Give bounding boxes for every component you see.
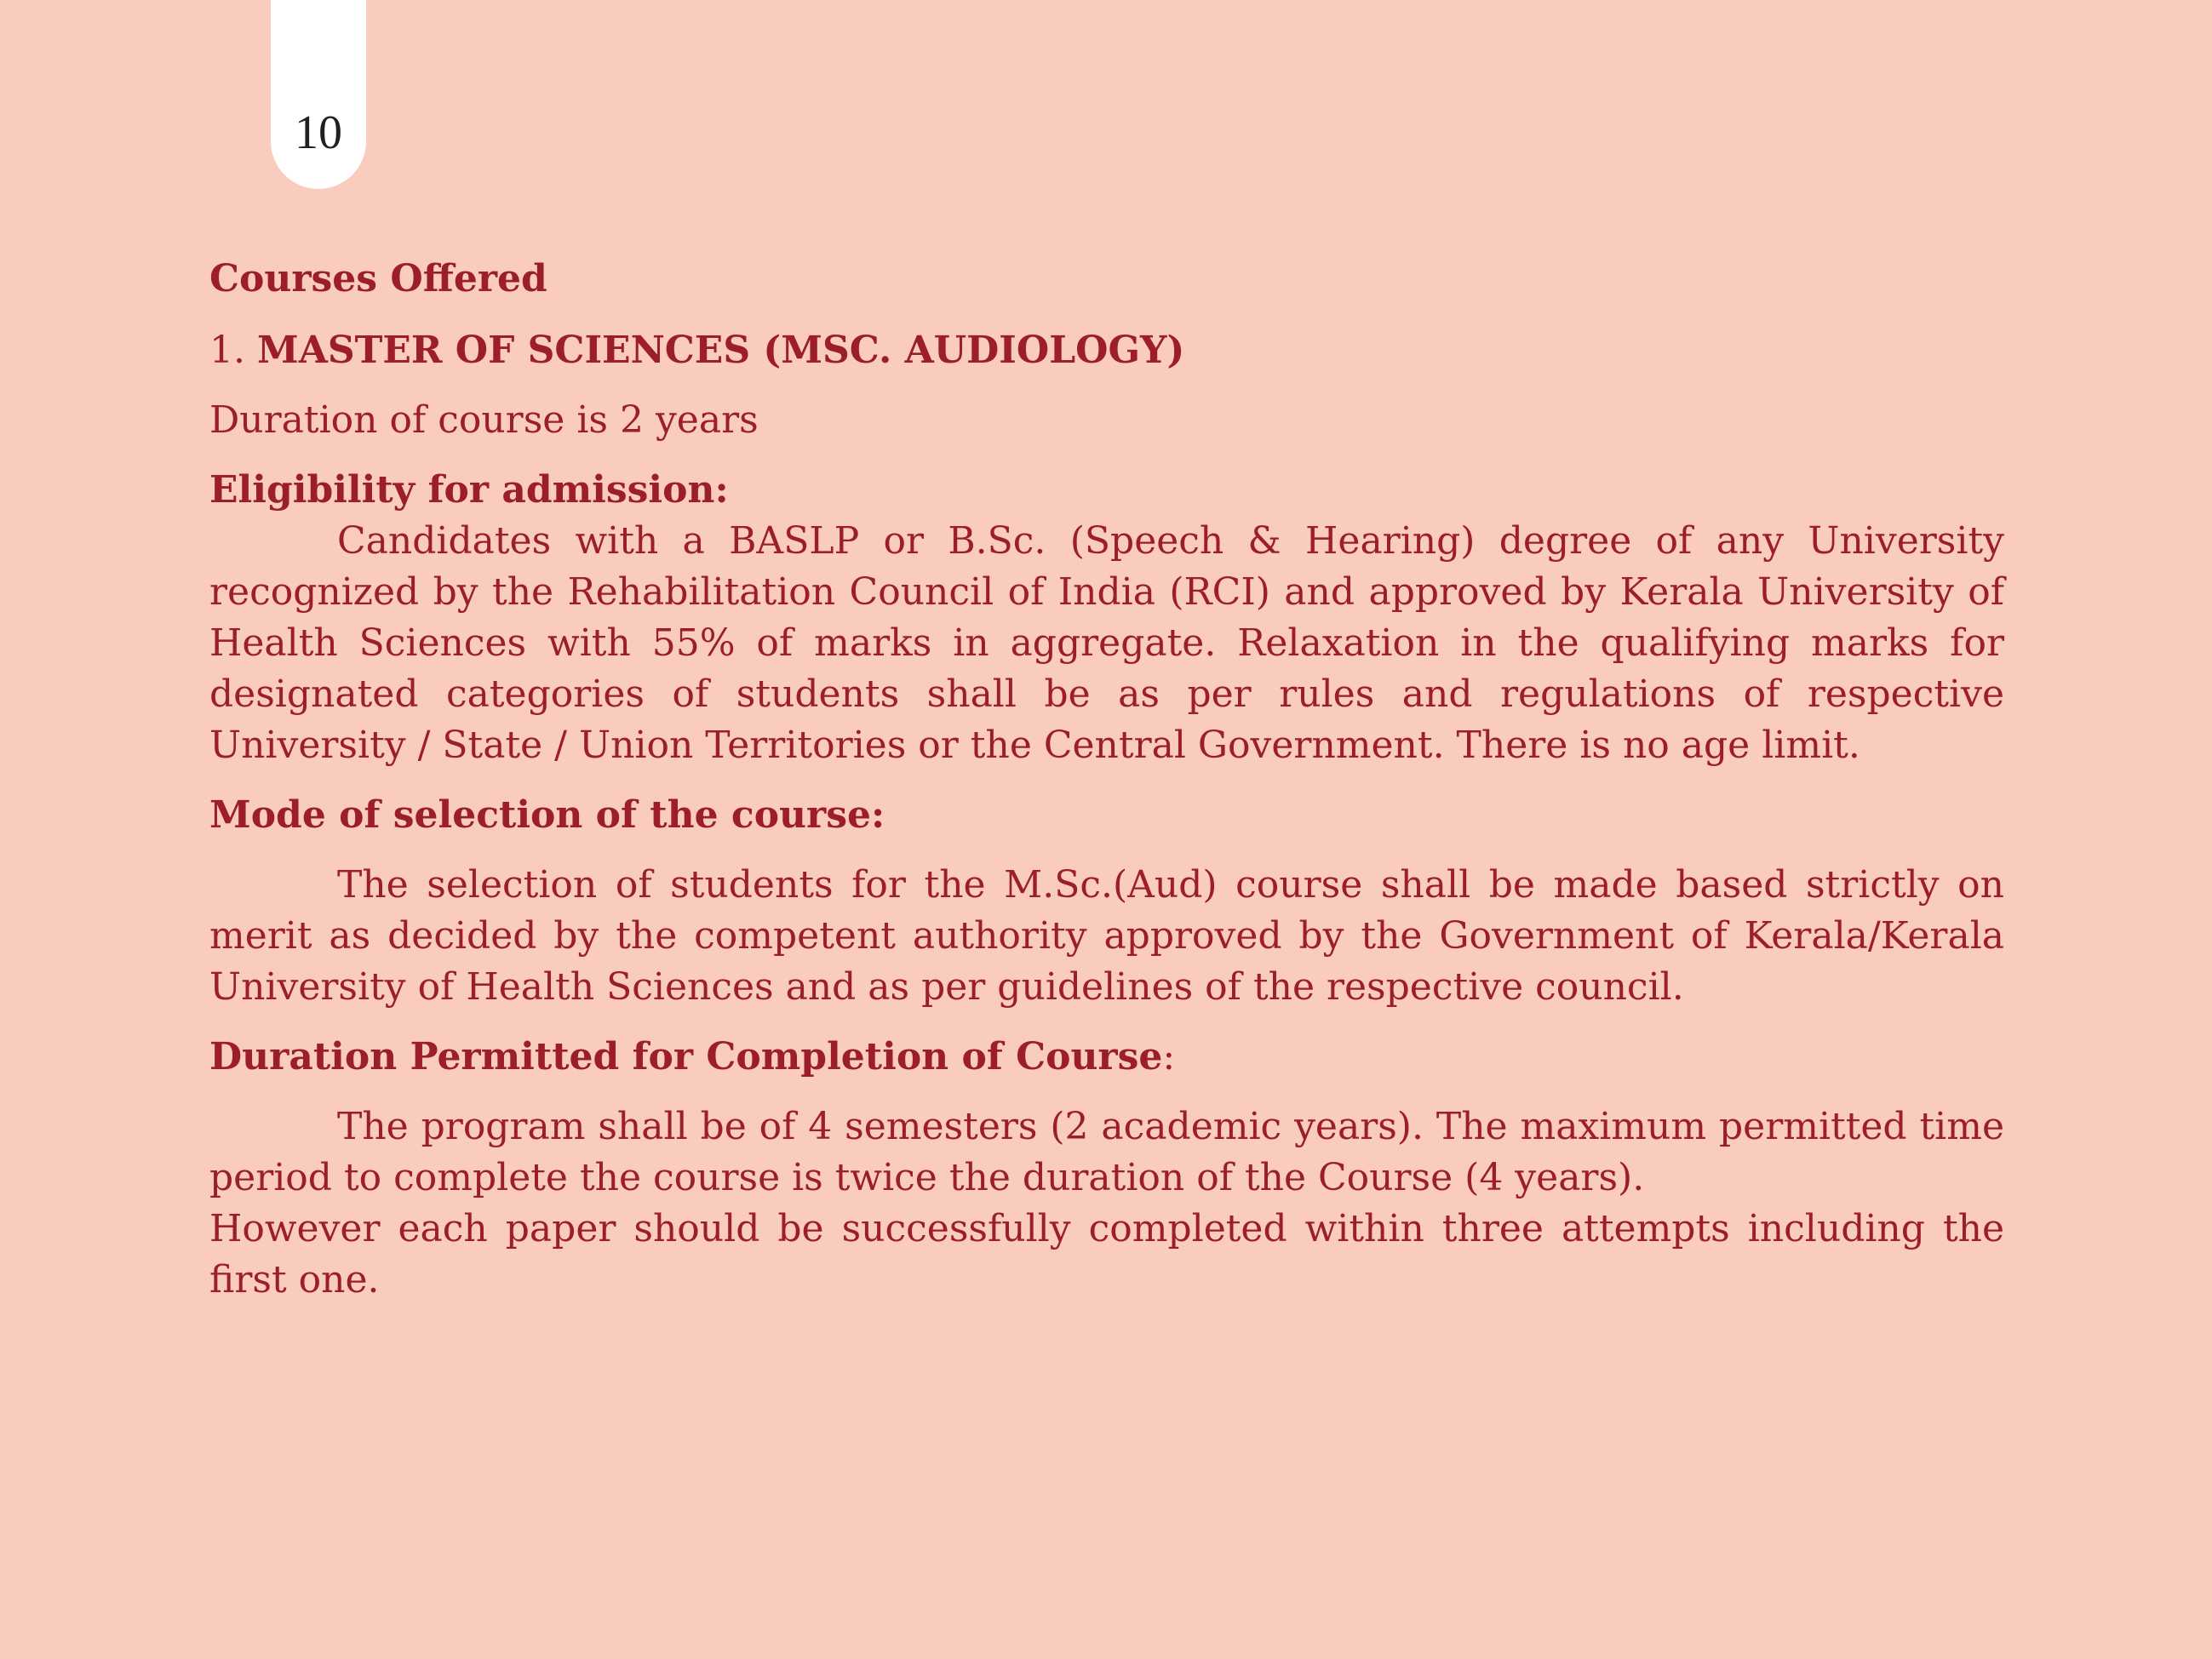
page-number-tab [271,0,366,189]
duration-permitted-body: The program shall be of 4 semesters (2 academic years). The maximum permitted time period to complete the course is twice the duration of the Course (4 years). [209,1105,2004,1199]
course-duration: Duration of course is 2 years [209,398,759,442]
section-title: Courses Offered [209,257,547,300]
duration-permitted-colon: : [1162,1035,1176,1078]
selection-heading: Mode of selection of the course: [209,793,885,837]
duration-permitted-heading-line [209,1032,2004,1083]
duration-permitted-note: However each paper should be successfully completed within three attempts including the first one. [209,1207,2004,1301]
eligibility-heading: Eligibility for admission: [209,468,729,512]
course-title [209,325,2004,376]
course-number: 1. [209,329,245,372]
page-number: 10 [295,106,342,159]
duration-permitted-heading: Duration Permitted for Completion of Course [209,1035,1163,1078]
selection-body: The selection of students for the M.Sc.(Aud) course shall be made based strictly on merit as decided by the competent authority approved by the Government of Kerala/Kerala University of Health Sciences and as per guidelines of the respective council. [209,863,2004,1009]
eligibility-body: Candidates with a BASLP or B.Sc. (Speech & Hearing) degree of any University recognized by the Rehabilitation Council of India (RCI) and approved by Kerala University of Health Sciences with 55% of marks in aggregate. Relaxation in the qualifying marks for designated categories of students shall be as per rules and regulations of respective University / State / Union Territories or the Central Government. There is no age limit. [209,519,2004,767]
course-name: MASTER OF SCIENCES (MSC. AUDIOLOGY) [256,329,1185,372]
document-body [209,254,2004,1306]
